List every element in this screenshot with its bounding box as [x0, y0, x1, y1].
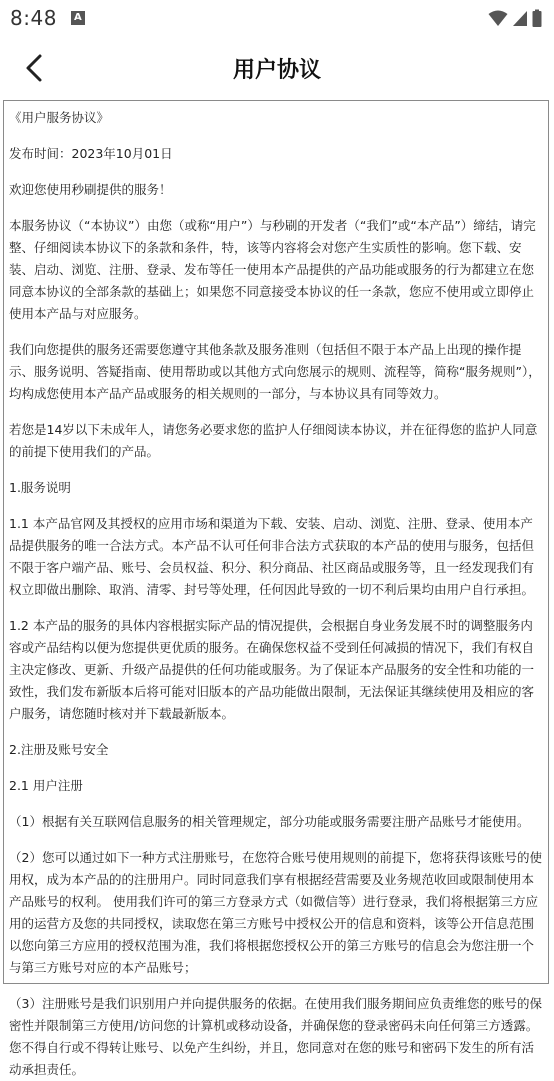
- notification-a-icon: A: [71, 11, 85, 25]
- chevron-left-icon: [24, 53, 44, 83]
- back-button[interactable]: [24, 50, 64, 86]
- status-time: 8:48: [10, 6, 57, 30]
- agreement-paragraph: （1）根据有关互联网信息服务的相关管理规定，部分功能或服务需要注册产品账号才能使用。: [9, 814, 530, 829]
- battery-icon: [532, 9, 542, 27]
- wifi-icon: [488, 9, 508, 27]
- agreement-paragraph: 本服务协议（“本协议”）由您（或称“用户”）与秒刷的开发者（“我们”或“本产品”）缔结，请完整、仔细阅读本协议下的条款和条件，特，该等内容将会对您产生实质性的影响。您下载、安装、启动、浏览、注册、登录、发布等任一使用本产品提供的产品功能或服务的行为都建立在您同意本协议的全部条款的基础上；如果您不同意接受本协议的任一条款，您应不使用或立即停止使用本产品与对应服务。: [9, 218, 536, 321]
- agreement-scroll-area[interactable]: [3, 100, 549, 1077]
- publish-date: 发布时间：2023年10月01日: [9, 146, 173, 161]
- agreement-paragraph: （3）注册账号是我们识别用户并向提供服务的依据。在使用我们服务期间应负责维您的账号的保密性并限制第三方使用/访问您的计算机或移动设备，并确保您的登录密码未向任何第三方透露。您不得自行或不得转让账号、以免产生纠纷，并且，您同意对在您的账号和密码下发生的所有活动承担责任。: [9, 996, 542, 1077]
- agreement-content: [4, 101, 548, 1081]
- section-heading: 2.注册及账号安全: [9, 742, 109, 757]
- signal-icon: [512, 9, 528, 27]
- page-title: 用户协议: [232, 57, 321, 83]
- agreement-paragraph: 1.2 本产品的服务的具体内容根据实际产品的情况提供，会根据自身业务发展不时的调整服务内容或产品结构以便为您提供更优质的服务。在确保您权益不受到任何减损的情况下，我们有权自主决定修改、更新、升级产品提供的任何功能或服务。为了保证本产品服务的安全性和功能的一致性，我们发布新版本后将可能对旧版本的产品功能做出限制，无法保证其继续使用及相应的客户服务，请您随时核对并下载最新版本。: [9, 618, 535, 721]
- agreement-paragraph: （2）您可以通过如下一种方式注册账号，在您符合账号使用规则的前提下，您将获得该账号的使用权，成为本产品的的注册用户。同时同意我们享有根据经营需要及业务规范收回或限制使用本产品账号的权利。 使用我们许可的第三方登录方式（如微信等）进行登录，我们将根据第三方应用的运营方及您的共同授权，读取您在第三方账号中授权公开的信息和资料，该等公开信息范围以您向第三方应用的授权范围为准，我们将根据您授权公开的第三方账号的信息会为您注册一个与第三方账号对应的本产品账号；: [9, 850, 542, 975]
- section-heading: 1.服务说明: [9, 480, 71, 495]
- status-icons: [488, 9, 542, 27]
- agreement-paragraph: 欢迎您使用秒刷提供的服务！: [9, 182, 172, 197]
- agreement-paragraph: 我们向您提供的服务还需要您遵守其他条款及服务准则（包括但不限于本产品上出现的操作提示、服务说明、答疑指南、使用帮助或以其他方式向您展示的规则、流程等，简称“服务规则”），均构成您使用本产品产品或服务的相关规则的一部分，与本协议具有同等效力。: [9, 342, 541, 401]
- subsection-heading: 2.1 用户注册: [9, 778, 83, 793]
- agreement-paragraph: 若您是14岁以下未成年人，请您务必要求您的监护人仔细阅读本协议，并在征得您的监护人同意的前提下使用我们的产品。: [9, 422, 538, 459]
- title-bar: [0, 36, 554, 100]
- agreement-title: 《用户服务协议》: [9, 110, 110, 125]
- agreement-paragraph: 1.1 本产品官网及其授权的应用市场和渠道为下载、安装、启动、浏览、注册、登录、使用本产品提供服务的唯一合法方式。本产品不认可任何非合法方式获取的本产品的使用与服务，包括但不限于客户端产品、账号、会员权益、积分、积分商品、社区商品或服务等，且一经发现我们有权立即做出删除、取消、清零、封号等处理，任何因此导致的一切不利后果均由用户自行承担。: [9, 516, 535, 597]
- status-bar: [0, 0, 554, 36]
